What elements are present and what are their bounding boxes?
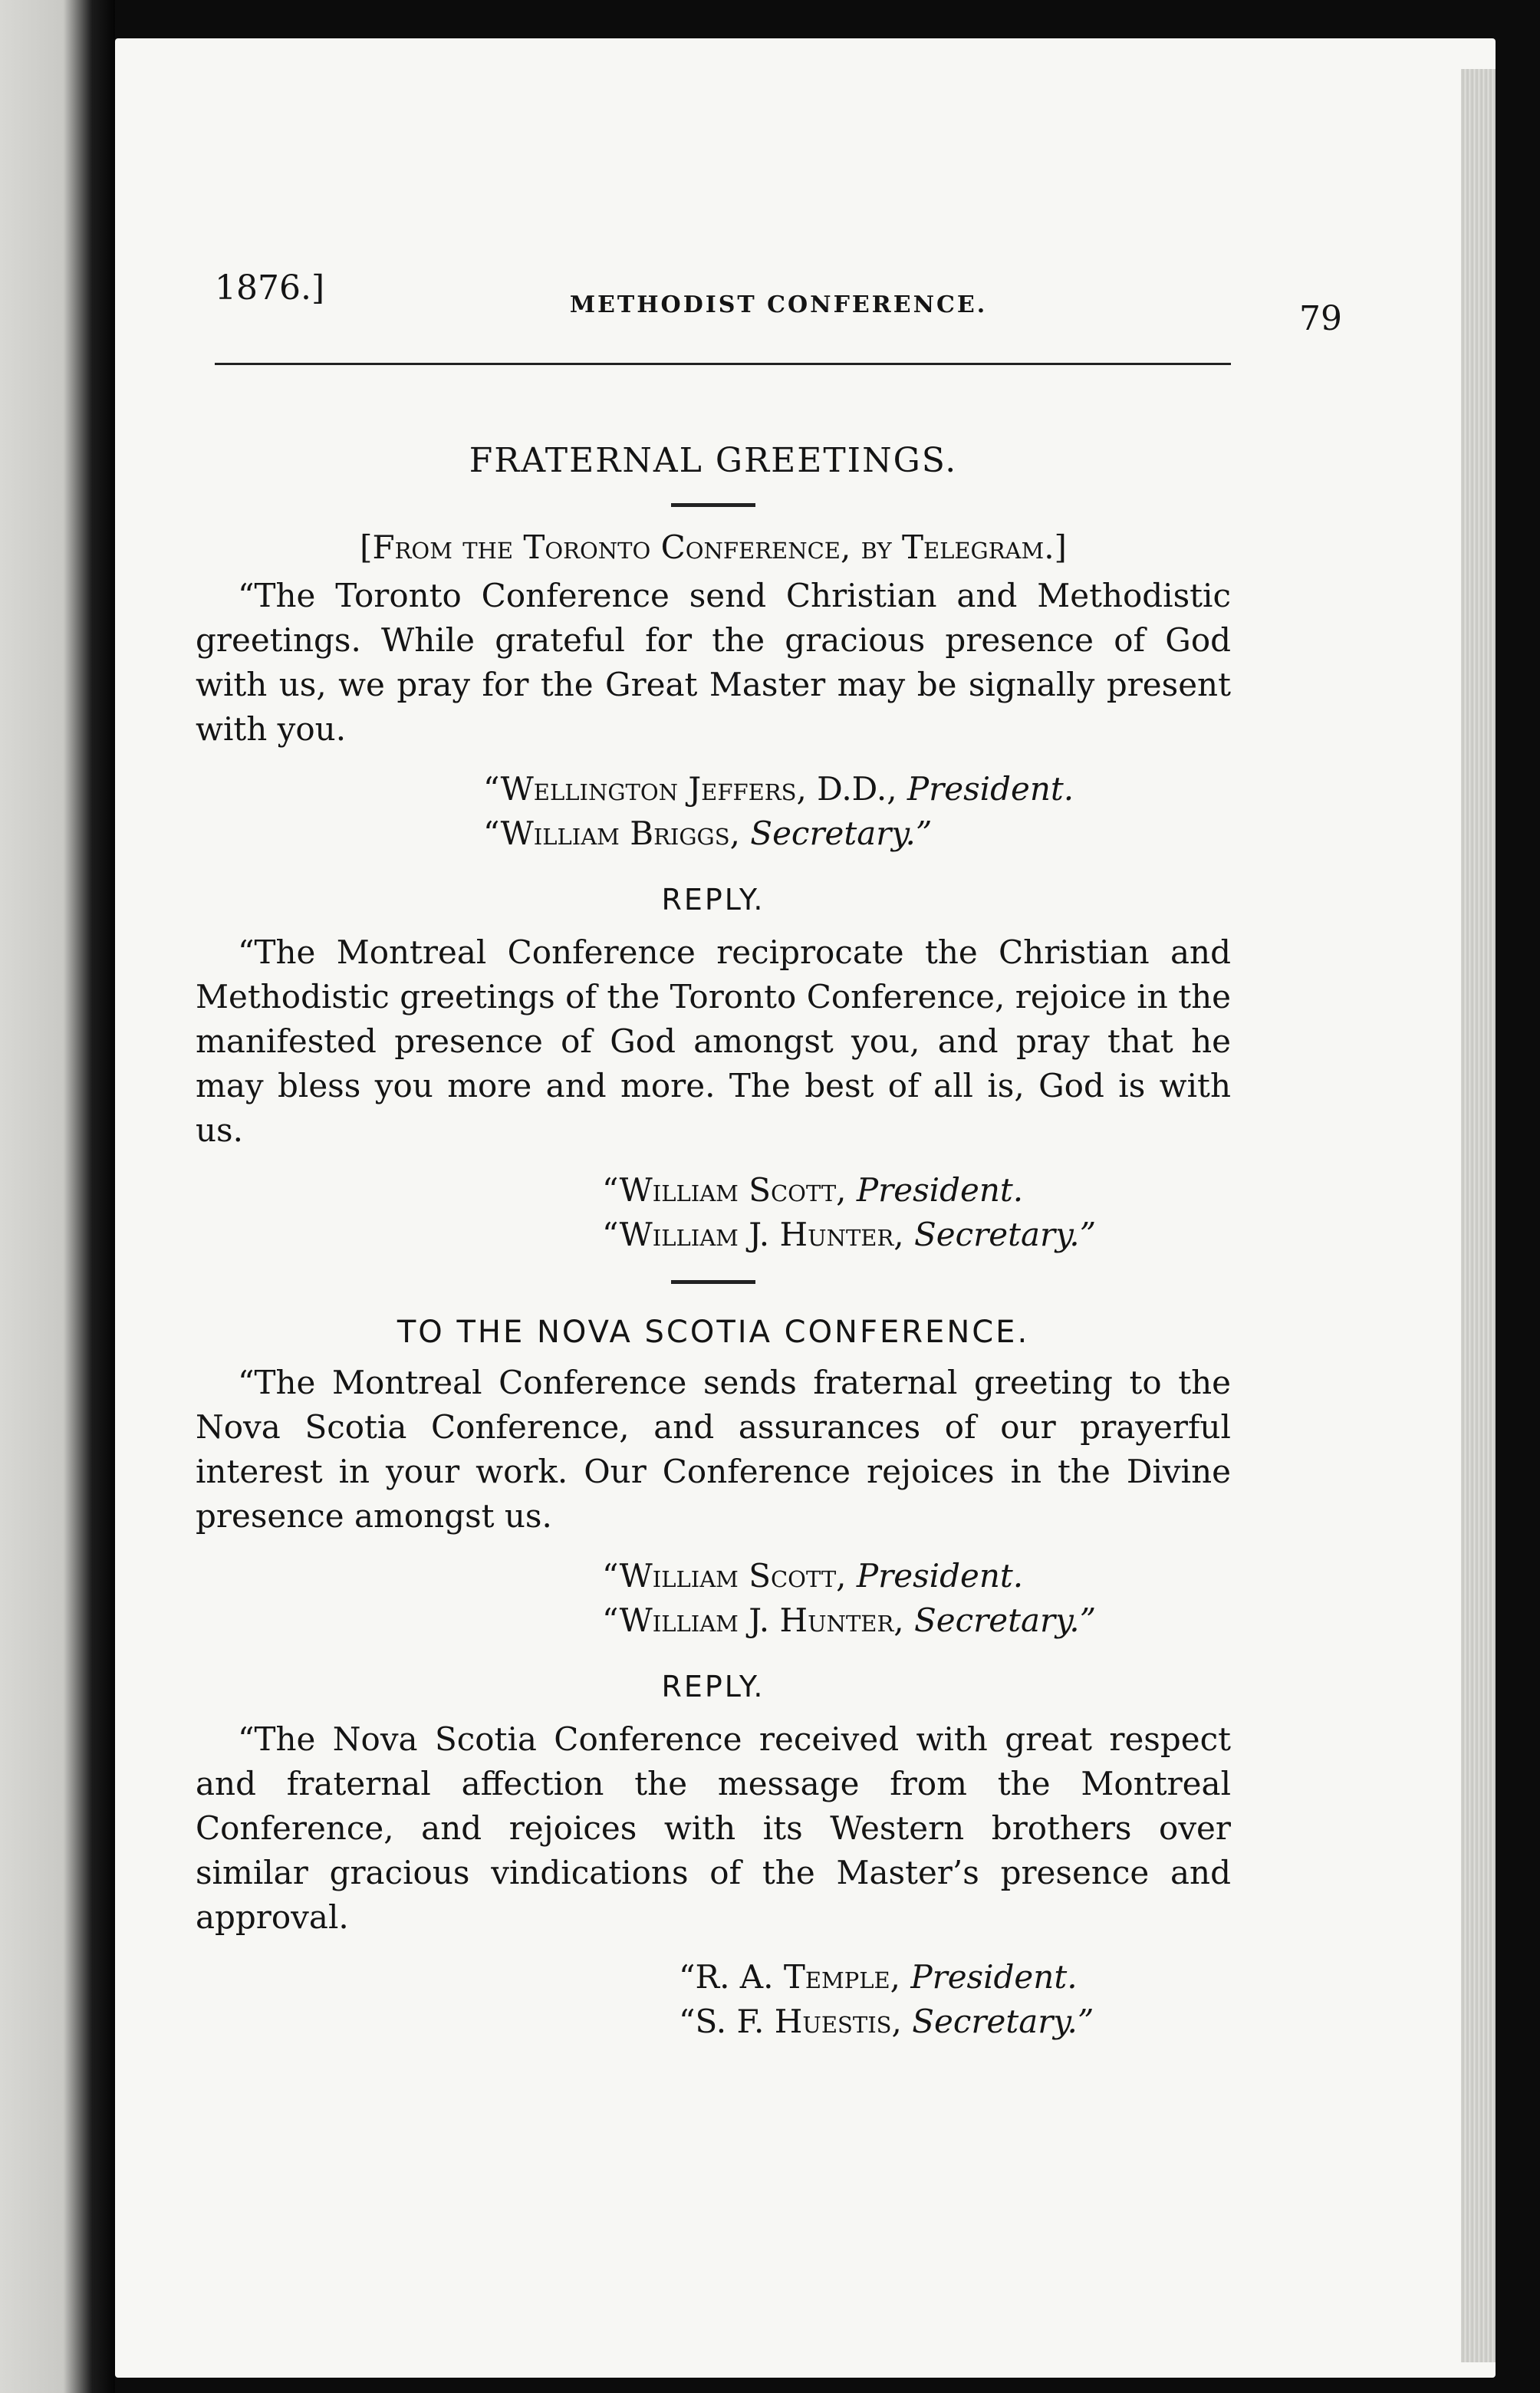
signer-name: “William Scott,	[602, 1557, 847, 1595]
header-year: 1876.]	[215, 268, 325, 308]
signature-line	[483, 767, 1231, 811]
signature-line	[602, 1554, 1231, 1598]
running-header	[215, 253, 1342, 337]
signature-line	[483, 811, 1231, 856]
section-subtitle: [From the Toronto Conference, by Telegram.]	[360, 528, 1067, 566]
signer-role: President.	[856, 1557, 1024, 1595]
signer-name: “S. F. Huestis,	[679, 2003, 902, 2040]
signer-name: “William Briggs,	[483, 815, 740, 852]
signer-name: “William J. Hunter,	[602, 1216, 904, 1253]
title-rule	[671, 503, 755, 507]
signature-line	[602, 1213, 1231, 1257]
section-title-reply: REPLY.	[661, 883, 765, 917]
section-title-fraternal-greetings: FRATERNAL GREETINGS.	[469, 441, 958, 480]
signature-block	[602, 1168, 1231, 1257]
signature-line	[679, 1955, 1231, 2000]
signature-line	[679, 2000, 1231, 2044]
signer-role: Secretary.”	[912, 2003, 1094, 2040]
header-rule	[215, 363, 1231, 365]
page-number: 79	[1299, 299, 1342, 338]
signature-block	[602, 1554, 1231, 1643]
signer-name: “Wellington Jeffers, D.D.,	[483, 770, 897, 808]
section-divider	[671, 1280, 755, 1284]
signer-role: President.	[856, 1171, 1024, 1209]
signature-line	[602, 1598, 1231, 1643]
signature-block	[679, 1955, 1231, 2044]
header-title: METHODIST CONFERENCE.	[569, 291, 988, 318]
signature-block	[483, 767, 1231, 856]
signer-role: Secretary.”	[914, 1216, 1097, 1253]
nova-scotia-reply-text: “The Nova Scotia Conference received with great respect and fraternal affection the message from the Montreal Conference, and rejoices with its Western brothers over similar gracious vindications of the Master’s presence and approval.	[196, 1720, 1231, 1936]
signer-name: “William Scott,	[602, 1171, 847, 1209]
signer-name: “R. A. Temple,	[679, 1958, 900, 1996]
signer-role: President.	[907, 770, 1074, 808]
page-stack-edge	[1461, 69, 1496, 2362]
section-title-reply: REPLY.	[661, 1670, 765, 1703]
book-binding-edge	[0, 0, 115, 2393]
page-body	[196, 430, 1231, 2044]
montreal-reply-text: “The Montreal Conference reciprocate the Christian and Methodistic greetings of the Toronto Conference, rejoice in the manifested presence of God amongst you, and pray that he may bless you more and more. The best of all is, God is with us.	[196, 933, 1231, 1149]
section-title-nova-scotia: TO THE NOVA SCOTIA CONFERENCE.	[397, 1315, 1030, 1350]
toronto-greeting-text: “The Toronto Conference send Christian and Methodistic greetings. While grateful for the gracious presence of God with us, we pray for the Great Master may be signally present with you.	[196, 577, 1231, 748]
signer-role: Secretary.”	[914, 1601, 1097, 1639]
signer-role: President.	[910, 1958, 1078, 1996]
nova-scotia-greeting-text: “The Montreal Conference sends fraternal greeting to the Nova Scotia Conference, and assurances of our prayerful interest in your work. Our Conference rejoices in the Divine presence amongst us.	[196, 1364, 1231, 1535]
signer-name: “William J. Hunter,	[602, 1601, 904, 1639]
signer-role: Secretary.”	[750, 815, 933, 852]
signature-line	[602, 1168, 1231, 1213]
